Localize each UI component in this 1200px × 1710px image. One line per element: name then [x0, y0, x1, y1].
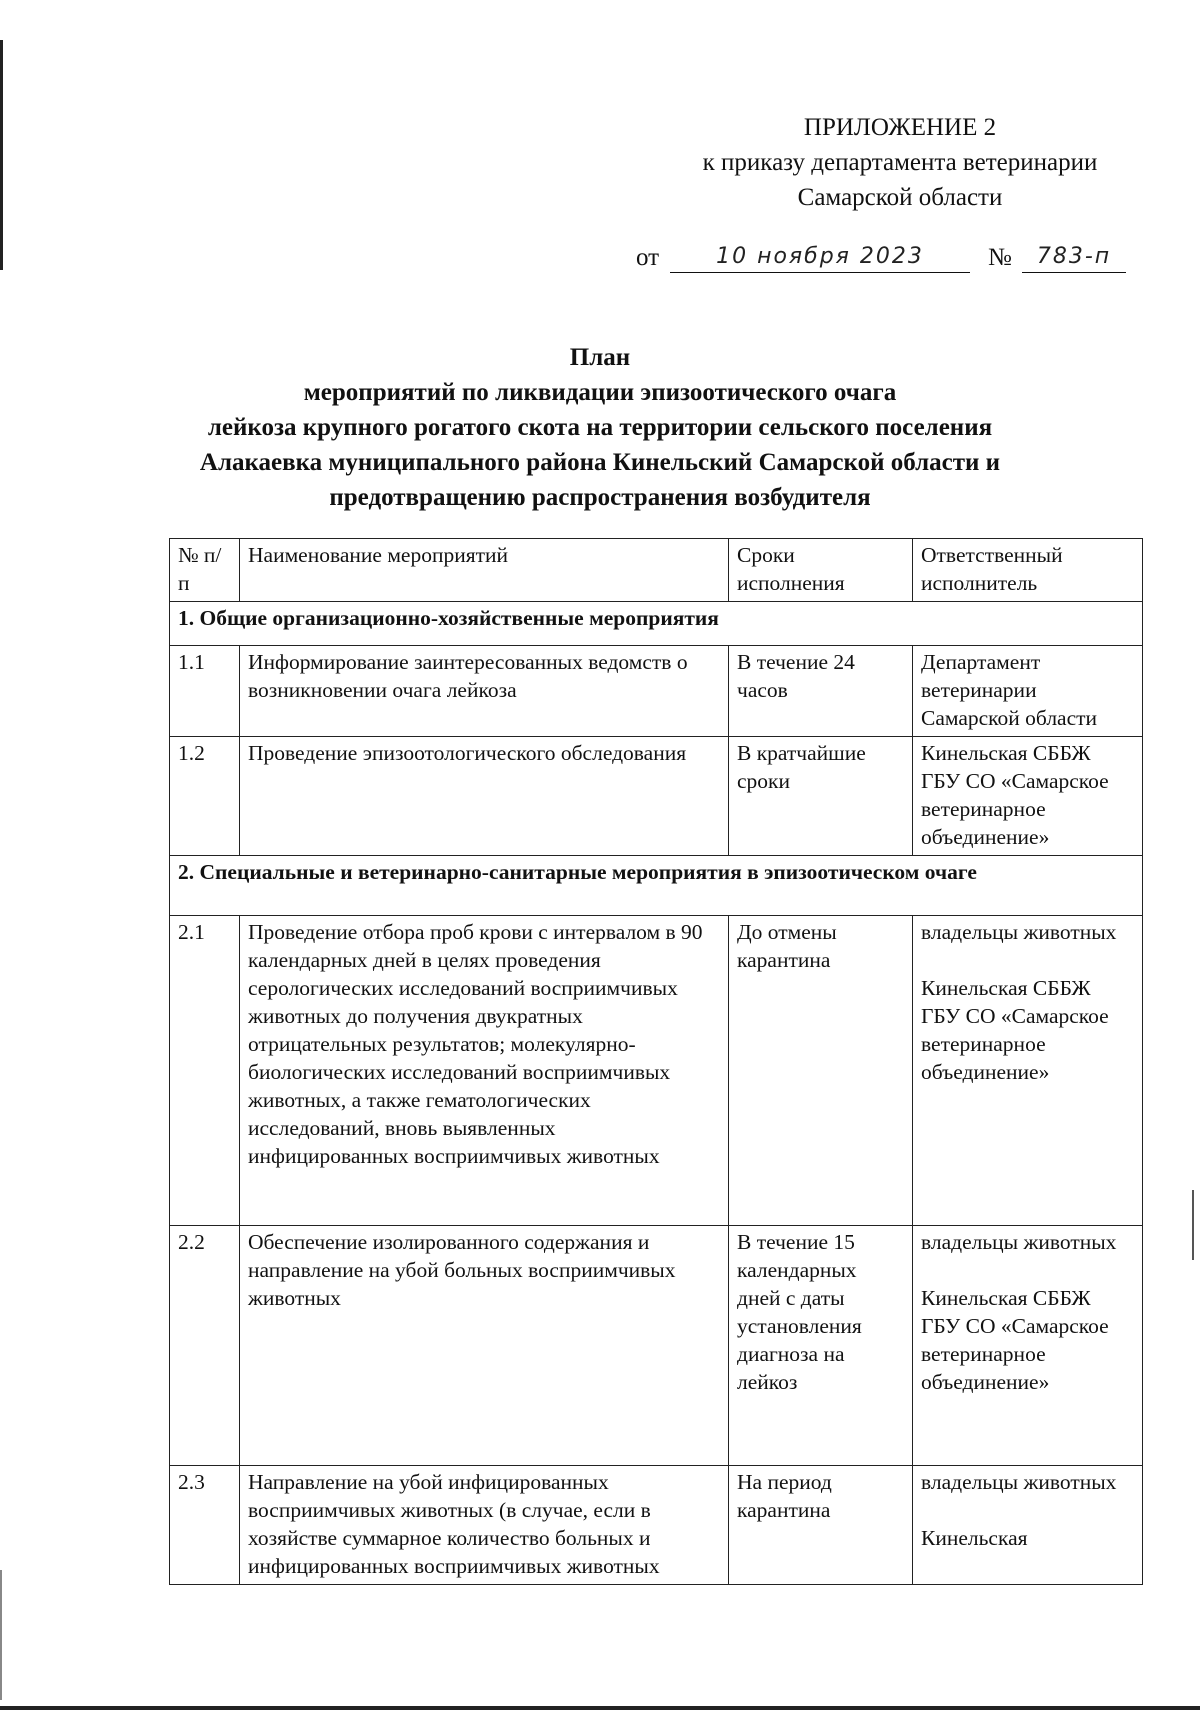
section-row [170, 856, 1143, 916]
header-responsible: Ответственный исполнитель [913, 539, 1143, 602]
order-number-handwritten: 783-п [1022, 244, 1126, 273]
title-line-1: План [569, 344, 631, 371]
section-2-title: 2. Специальные и ветеринарно-санитарные мероприятия в эпизоотическом очаге [170, 856, 1143, 916]
appendix-line-2: к приказу департамента ветеринарии [702, 149, 1098, 176]
responsible-owners: владельцы животных [921, 1470, 1117, 1494]
appendix-header [640, 110, 1160, 215]
row-num: 1.1 [170, 646, 240, 737]
row-terms: До отмены карантина [729, 916, 913, 1226]
row-terms: В кратчайшие сроки [729, 737, 913, 856]
row-num: 1.2 [170, 737, 240, 856]
row-num: 2.1 [170, 916, 240, 1226]
order-number-label: № [988, 244, 1012, 271]
row-responsible [913, 1466, 1143, 1585]
table-row [170, 916, 1143, 1226]
row-name: Проведение эпизоотологического обследования [240, 737, 729, 856]
table-row [170, 1466, 1143, 1585]
scan-edge-bottom [0, 1706, 1200, 1710]
responsible-owners: владельцы животных [921, 920, 1117, 944]
title-line-2: мероприятий по ликвидации эпизоотического очага [303, 379, 897, 406]
appendix-line-3: Самарской области [797, 184, 1003, 211]
scan-edge-right [1192, 1190, 1194, 1260]
row-name: Обеспечение изолированного содержания и направление на убой больных восприимчивых животных [240, 1226, 729, 1466]
row-responsible [913, 916, 1143, 1226]
header-num: № п/п [170, 539, 240, 602]
row-name: Проведение отбора проб крови с интервалом в 90 календарных дней в целях проведения серологических исследований восприимчивых животных до получения двукратных отрицательных результатов; молекулярно-биологических исследований восприимчивых животных, а также гематологических исследований, вновь выявленных инфицированных восприимчивых животных [240, 916, 729, 1226]
responsible-owners: владельцы животных [921, 1230, 1117, 1254]
row-responsible [913, 1226, 1143, 1466]
row-num: 2.3 [170, 1466, 240, 1585]
title-line-5: предотвращению распространения возбудителя [329, 484, 871, 511]
row-num: 2.2 [170, 1226, 240, 1466]
responsible-station: Кинельская [921, 1526, 1028, 1550]
row-terms: В течение 15 календарных дней с даты установления диагноза на лейкоз [729, 1226, 913, 1466]
plan-table [169, 538, 1143, 1585]
row-name: Информирование заинтересованных ведомств о возникновении очага лейкоза [240, 646, 729, 737]
row-terms: На период карантина [729, 1466, 913, 1585]
title-line-3: лейкоза крупного рогатого скота на территории сельского поселения [207, 414, 993, 441]
scan-edge-left-lower [0, 1570, 2, 1700]
table-row [170, 646, 1143, 737]
header-name: Наименование мероприятий [240, 539, 729, 602]
table-header-row [170, 539, 1143, 602]
row-terms: В течение 24 часов [729, 646, 913, 737]
row-responsible: Департамент ветеринарии Самарской области [913, 646, 1143, 737]
row-responsible: Кинельская СББЖ ГБУ СО «Самарское ветеринарное объединение» [913, 737, 1143, 856]
order-reference [636, 244, 1126, 278]
row-name: Направление на убой инфицированных восприимчивых животных (в случае, если в хозяйстве суммарное количество больных и инфицированных восприимчивых животных [240, 1466, 729, 1585]
section-1-title: 1. Общие организационно-хозяйственные мероприятия [170, 602, 1143, 646]
table-row [170, 737, 1143, 856]
header-terms: Сроки исполнения [729, 539, 913, 602]
title-line-4: Алакаевка муниципального района Кинельский Самарской области и [199, 449, 1001, 476]
order-date-handwritten: 10 ноября 2023 [670, 244, 970, 273]
scan-edge-left [0, 40, 3, 270]
section-row [170, 602, 1143, 646]
responsible-station: Кинельская СББЖ ГБУ СО «Самарское ветеринарное объединение» [921, 1286, 1109, 1394]
order-from-label: от [636, 244, 660, 271]
table-row [170, 1226, 1143, 1466]
document-title [110, 340, 1090, 515]
responsible-station: Кинельская СББЖ ГБУ СО «Самарское ветеринарное объединение» [921, 976, 1109, 1084]
appendix-line-1: ПРИЛОЖЕНИЕ 2 [803, 114, 997, 141]
